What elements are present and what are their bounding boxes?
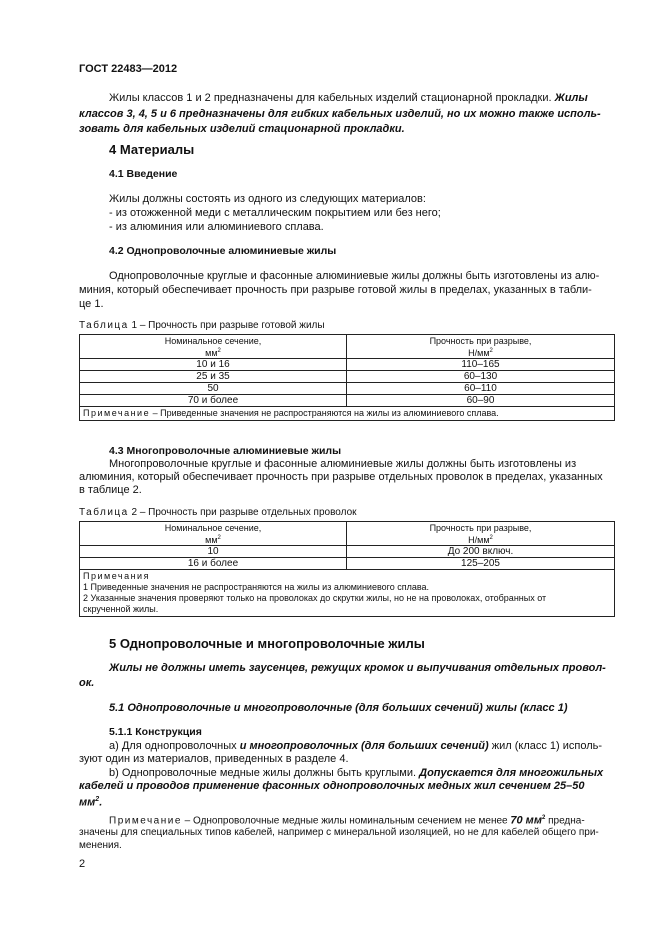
item-a-line-1-bold: и многопроволочных (для больших сечений) <box>239 740 489 752</box>
section-5-note-line-3: менения. <box>79 840 122 851</box>
section-4-2-text-1: Однопроволочные круглые и фасонные алюминиевые жилы должны быть изготовлены из алю- <box>109 270 600 282</box>
table-2-notes <box>80 570 615 617</box>
table-cell: 25 и 35 <box>80 371 347 383</box>
table-2-header-section-line-1: Номинальное сечение, <box>164 523 262 533</box>
table-1-header-section-sup: 2 <box>217 348 221 354</box>
table-2-caption <box>79 507 357 518</box>
table-1-header-section <box>80 335 347 359</box>
section-4-title: 4 Материалы <box>109 142 195 157</box>
table-2-caption-text: 2 – Прочность при разрыве отдельных проволок <box>128 507 357 518</box>
table-cell: 10 <box>80 546 347 558</box>
section-5-note-line-2: значены для специальных типов кабелей, например с минеральной изоляцией, но не для кабелей общего при- <box>79 827 599 838</box>
intro-line-3: зовать для кабельных изделий стационарной прокладки. <box>79 123 405 135</box>
table-2-header-row <box>80 522 615 546</box>
table-1-header-strength-unit: Н/мм <box>468 348 490 358</box>
table-1-caption-word: Таблица <box>79 320 129 331</box>
section-4-2-text-2: миния, который обеспечивает прочность при разрыве готовой жилы в пределах, указанных в табли- <box>79 284 592 296</box>
intro-line-1-bold: Жилы <box>554 92 588 104</box>
section-4-3-text-3: в таблице 2. <box>79 484 142 496</box>
table-1-caption <box>79 320 325 331</box>
item-b-line-3-end: . <box>99 796 103 809</box>
section-5-note-line-1-bold: 70 мм <box>510 814 542 827</box>
table-2-header-strength-line-1: Прочность при разрыве, <box>429 523 532 533</box>
table-1-note-word: Примечание <box>83 408 151 418</box>
table-2-notes-row <box>80 570 615 617</box>
table-2-caption-word: Таблица <box>79 507 129 518</box>
table-2 <box>79 521 615 617</box>
section-5-note-line-1-sup: 2 <box>541 815 546 821</box>
table-2-header-strength <box>347 522 615 546</box>
table-2-header-section-sup: 2 <box>217 535 221 541</box>
intro-line-2: классов 3, 4, 5 и 6 предназначены для гибких кабельных изделий, но их можно также исполь- <box>79 108 601 120</box>
item-b-line-1-bold: Допускается для многожильных <box>419 767 604 779</box>
item-a-line-2: зуют один из материалов, приведенных в разделе 4. <box>79 753 349 765</box>
section-5-text-2: ок. <box>79 677 95 689</box>
table-row <box>80 395 615 407</box>
table-cell: 16 и более <box>80 558 347 570</box>
table-1-header-strength <box>347 335 615 359</box>
table-row <box>80 546 615 558</box>
table-2-note-2-line-2: скрученной жилы. <box>83 604 159 614</box>
table-cell: 50 <box>80 383 347 395</box>
table-2-header-section <box>80 522 347 546</box>
table-2-header-strength-unit: Н/мм <box>468 535 490 545</box>
intro-line-1 <box>109 91 588 106</box>
item-b-line-3-sup: 2 <box>95 796 100 803</box>
section-4-1-text-3: - из алюминия или алюминиевого сплава. <box>109 221 324 233</box>
table-1-header-strength-line-1: Прочность при разрыве, <box>429 336 532 346</box>
section-5-title: 5 Однопроволочные и многопроволочные жилы <box>109 636 425 651</box>
section-5-note-word: Примечание <box>109 815 182 827</box>
section-4-1-text-1: Жилы должны состоять из одного из следующих материалов: <box>109 193 426 205</box>
table-1-header-row <box>80 335 615 359</box>
section-4-1-text-2: - из отожженной меди с металлическим покрытием или без него; <box>109 207 441 219</box>
item-a-line-1-normal-1: а) Для однопроволочных <box>109 740 240 752</box>
item-b-line-2: кабелей и проводов применение фасонных однопроволочных медных жил сечением 25–50 <box>79 780 585 792</box>
table-2-note-1: 1 Приведенные значения не распространяются на жилы из алюминиевого сплава. <box>83 582 430 592</box>
section-4-2-text-3: це 1. <box>79 298 104 310</box>
table-cell: 60–90 <box>347 395 615 407</box>
table-row <box>80 371 615 383</box>
table-1-note-text: – Приведенные значения не распространяются на жилы из алюминиевого сплава. <box>150 408 499 418</box>
section-4-3-text-1: Многопроволочные круглые и фасонные алюминиевые жилы должны быть изготовлены из <box>109 458 577 470</box>
table-cell: 125–205 <box>347 558 615 570</box>
section-4-1-title: 4.1 Введение <box>109 168 178 180</box>
table-cell: 60–110 <box>347 383 615 395</box>
section-5-note-line-1-end: предна- <box>545 815 585 827</box>
page-number: 2 <box>79 858 86 870</box>
section-5-1-title: 5.1 Однопроволочные и многопроволочные (для больших сечений) жилы (класс 1) <box>109 702 568 714</box>
table-2-note-2-line-1: 2 Указанные значения проверяют только на проволоках до скрутки жилы, но не на проволоках, отобранных от <box>83 593 547 603</box>
table-1-note-row <box>80 407 615 421</box>
table-row <box>80 383 615 395</box>
table-1 <box>79 334 615 421</box>
section-5-1-1-title: 5.1.1 Конструкция <box>109 726 202 738</box>
table-1-header-section-line-1: Номинальное сечение, <box>164 336 262 346</box>
table-2-header-section-unit: мм <box>205 535 218 545</box>
section-4-3-text-2: алюминия, который обеспечивает прочность при разрыве отдельных проволок в пределах, указанных <box>79 471 603 483</box>
table-cell: 10 и 16 <box>80 359 347 371</box>
table-1-caption-text: 1 – Прочность при разрыве готовой жилы <box>128 320 325 331</box>
table-cell: 70 и более <box>80 395 347 407</box>
section-4-2-title: 4.2 Однопроволочные алюминиевые жилы <box>109 245 337 257</box>
item-b-line-3-unit: мм <box>79 796 96 809</box>
item-a-line-1-normal-2: жил (класс 1) исполь- <box>488 740 603 752</box>
table-1-header-strength-sup: 2 <box>489 348 493 354</box>
table-2-notes-title: Примечания <box>83 571 150 581</box>
table-1-note <box>80 407 615 421</box>
table-cell: 110–165 <box>347 359 615 371</box>
section-4-3-title: 4.3 Многопроволочные алюминиевые жилы <box>109 445 342 457</box>
section-5-note-line-1-normal: – Однопроволочные медные жилы номинальным сечением не менее <box>181 815 511 827</box>
table-1-header-section-unit: мм <box>205 348 218 358</box>
table-cell: 60–130 <box>347 371 615 383</box>
item-b-line-1-normal: b) Однопроволочные медные жилы должны быть круглыми. <box>109 767 420 779</box>
document-header: ГОСТ 22483—2012 <box>79 63 178 75</box>
table-row <box>80 558 615 570</box>
section-5-text-1: Жилы не должны иметь заусенцев, режущих кромок и выпучивания отдельных провол- <box>109 662 606 674</box>
table-cell: До 200 включ. <box>347 546 615 558</box>
intro-line-1-normal: Жилы классов 1 и 2 предназначены для кабельных изделий стационарной прокладки. <box>109 92 555 104</box>
table-row <box>80 359 615 371</box>
item-b-line-3 <box>79 792 102 811</box>
table-2-header-strength-sup: 2 <box>489 535 493 541</box>
